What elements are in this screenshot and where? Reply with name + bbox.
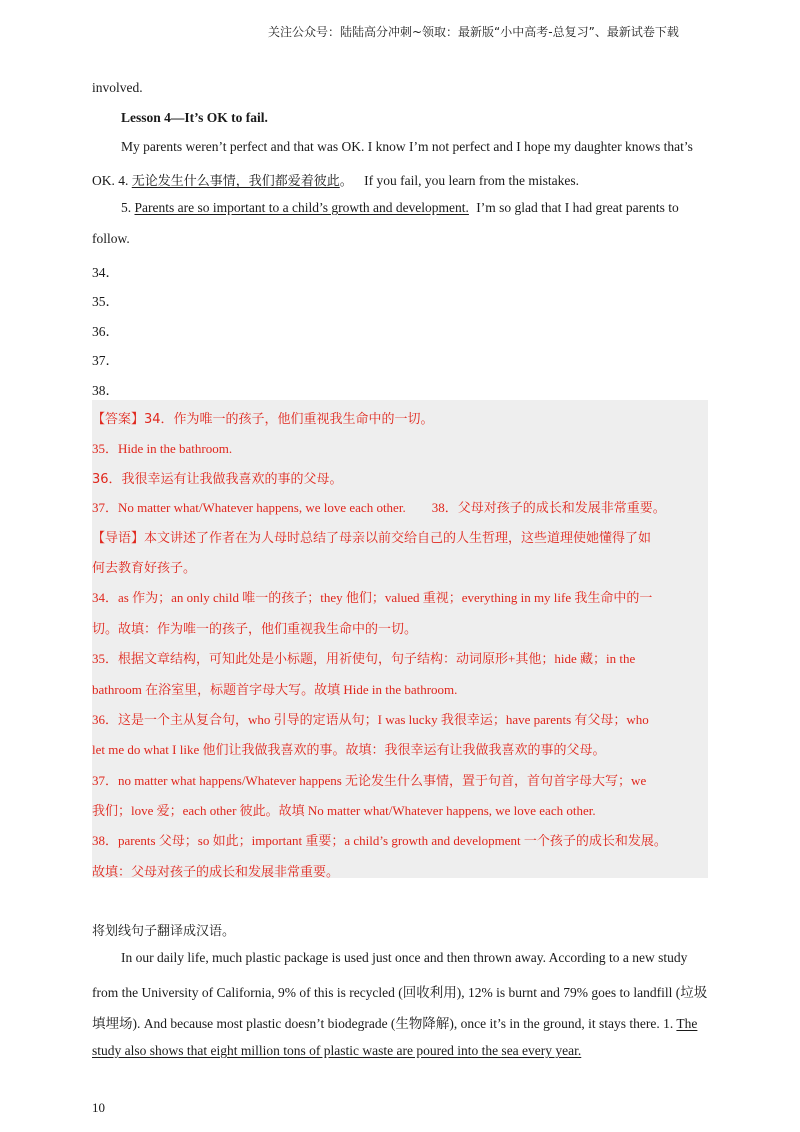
underlined-sentence-5: Parents are so important to a child’s growth and development.	[134, 200, 469, 215]
blank-36: 36．	[92, 324, 119, 339]
page-header	[0, 20, 800, 40]
blank-34: 34．	[92, 265, 119, 280]
line5-suffix: I’m so glad that I had great parents to	[476, 200, 679, 215]
line4-mid: 。	[339, 174, 353, 189]
passage-line-4	[92, 170, 579, 189]
explanation-line: 37．no matter what happens/Whatever happens 无论发生什么事情，置于句首，首句首字母大写；we	[92, 773, 647, 788]
blank-38: 38．	[92, 383, 119, 398]
explanation-line: 35．根据文章结构，可知此处是小标题，用祈使句，句子结构：动词原形+其他；hide 藏；in the	[92, 651, 636, 666]
explanation-line: 切。故填：作为唯一的孩子，他们重视我生命中的一切。	[92, 622, 418, 637]
line5-prefix: 5.	[121, 200, 132, 215]
passage-line-6: follow.	[92, 231, 130, 246]
explanation-line: 34．as 作为；an only child 唯一的孩子；they 他们；valued 重视；everything in my life 我生命中的一	[92, 590, 653, 605]
explanation-line: let me do what I like 他们让我做我喜欢的事。故填：我很幸运有让我做我喜欢的事的父母。	[92, 742, 606, 757]
explanation-line: 36．这是一个主从复合句，who 引导的定语从句；I was lucky 我很幸运；have parents 有父母；who	[92, 712, 649, 727]
task-paragraph-line: In our daily life, much plastic package is used just once and then thrown away. According to a new study	[121, 950, 688, 965]
blank-35: 35．	[92, 294, 119, 309]
task-paragraph-line: from the University of California, 9% of this is recycled (回收利用), 12% is burnt and 79% goes to landfill (垃圾	[92, 985, 708, 1000]
answer-line: 36．我很幸运有让我做我喜欢的事的父母。	[92, 472, 343, 487]
passage-line-3: My parents weren’t perfect and that was OK. I know I’m not perfect and I hope my daughter knows that’s	[121, 139, 693, 154]
passage-line-5	[121, 200, 679, 216]
task-instruction: 将划线句子翻译成汉语。	[92, 924, 236, 939]
line4-prefix: OK. 4.	[92, 173, 129, 188]
guide-line: 【导语】本文讲述了作者在为人母时总结了母亲以前交给自己的人生哲理，这些道理使她懂得了如	[92, 531, 652, 546]
page-number: 10	[92, 1100, 105, 1115]
lesson-title: Lesson 4—It’s OK to fail.	[121, 110, 268, 125]
p3-text: 填埋场). And because most plastic doesn’t biodegrade (生物降解), once it’s in the ground, it stays there. 1.	[92, 1016, 674, 1031]
answer-line: 35．Hide in the bathroom.	[92, 441, 233, 456]
blank-37: 37．	[92, 353, 119, 368]
explanation-line: bathroom 在浴室里，标题首字母大写。故填 Hide in the bathroom.	[92, 682, 458, 697]
underlined-sentence-1-start: The	[676, 1016, 698, 1031]
line4-suffix: If you fail, you learn from the mistakes.	[364, 173, 579, 188]
underlined-sentence-1: study also shows that eight million tons of plastic waste are poured into the sea every year.	[92, 1043, 582, 1058]
explanation-line: 我们；love 爱；each other 彼此。故填 No matter what/Whatever happens, we love each other.	[92, 803, 596, 818]
header-right-text: ~领取：最新版“小中高考-总复习”、最新试卷下载	[412, 25, 679, 39]
passage-line-1: involved.	[92, 80, 143, 95]
answer-line: 【答案】34．作为唯一的孩子，他们重视我生命中的一切。	[92, 412, 434, 427]
explanation-line: 故填：父母对孩子的成长和发展非常重要。	[92, 865, 340, 880]
explanation-line: 38．parents 父母；so 如此；important 重要；a child’s growth and development 一个孩子的成长和发展。	[92, 833, 667, 848]
header-left-text: 关注公众号：陆陆高分冲刺	[268, 25, 413, 39]
guide-line: 何去教育好孩子。	[92, 561, 197, 576]
underlined-sentence-4: 无论发生什么事情，我们都爱着彼此	[131, 174, 340, 189]
task-paragraph-line	[92, 1012, 697, 1032]
answer-line: 37．No matter what/Whatever happens, we love each other. 38．父母对孩子的成长和发展非常重要。	[92, 500, 666, 515]
